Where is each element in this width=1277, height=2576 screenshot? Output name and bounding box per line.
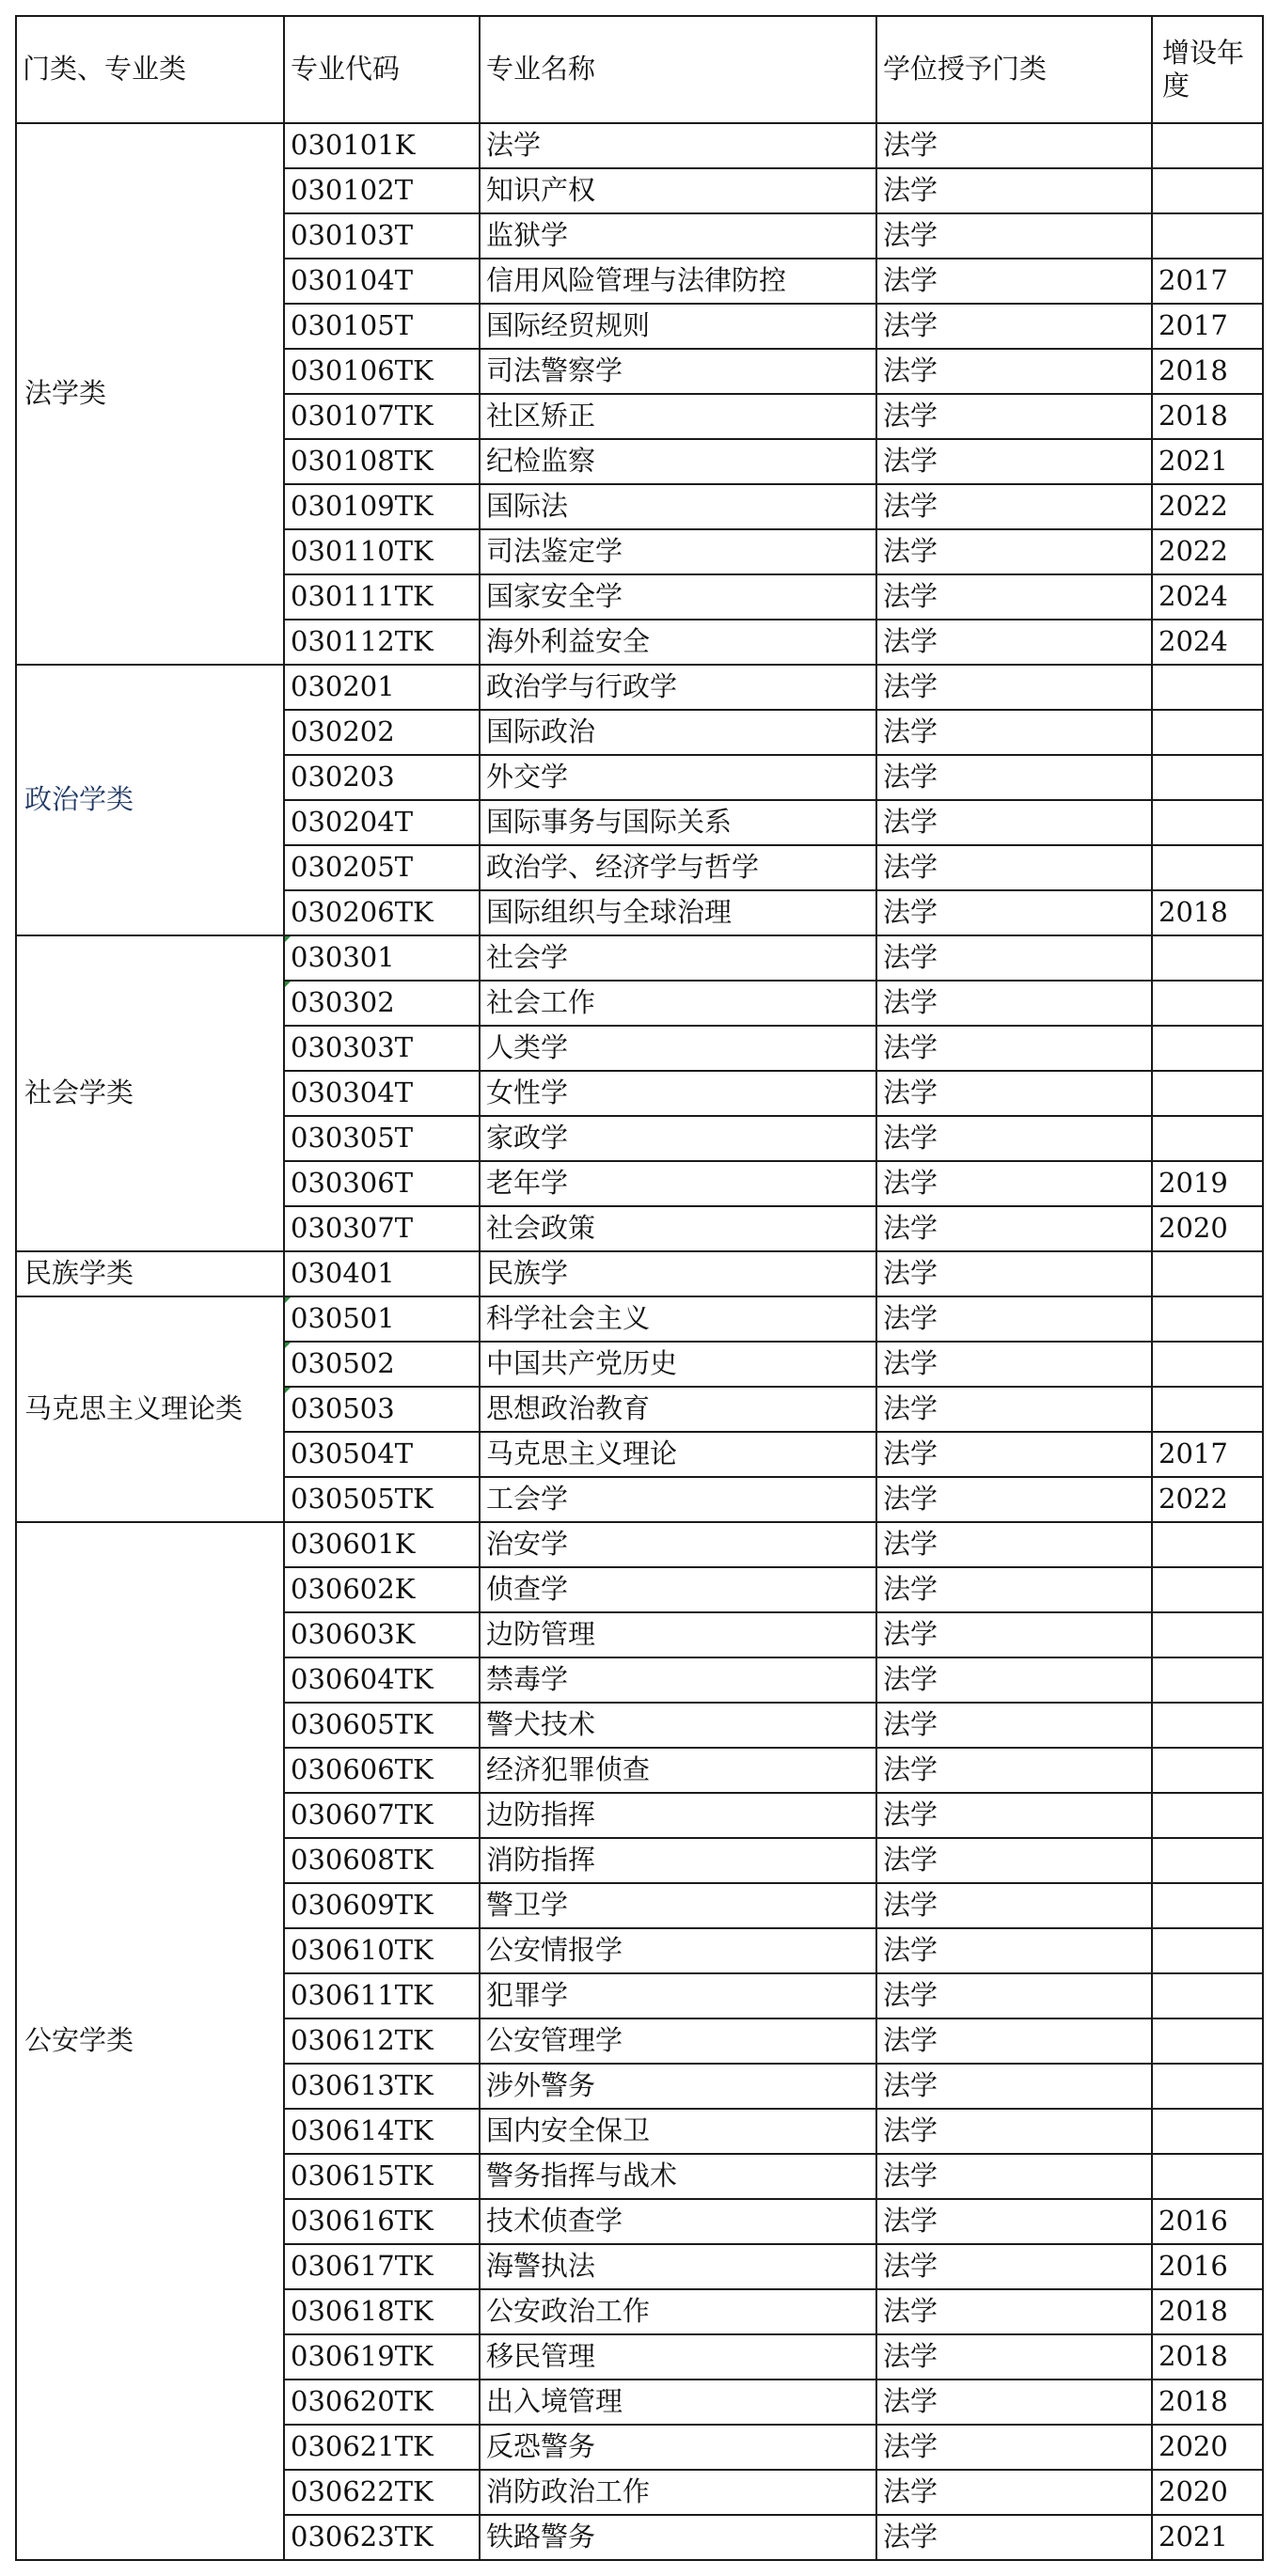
degree-cell: 法学 <box>876 755 1152 800</box>
degree-cell: 法学 <box>876 1838 1152 1883</box>
year-cell <box>1152 1251 1263 1296</box>
year-cell <box>1152 935 1263 981</box>
year-cell <box>1152 213 1263 259</box>
degree-cell: 法学 <box>876 1251 1152 1296</box>
year-cell: 2020 <box>1152 2470 1263 2515</box>
degree-cell: 法学 <box>876 2018 1152 2064</box>
year-cell: 2017 <box>1152 1432 1263 1477</box>
name-cell: 边防指挥 <box>480 1793 876 1838</box>
degree-cell: 法学 <box>876 439 1152 484</box>
year-cell: 2019 <box>1152 1161 1263 1206</box>
header-category: 门类、专业类 <box>16 16 284 123</box>
code-cell: 030306T <box>284 1161 480 1206</box>
degree-cell: 法学 <box>876 2515 1152 2560</box>
name-cell: 公安管理学 <box>480 2018 876 2064</box>
year-cell <box>1152 1793 1263 1838</box>
name-cell: 国际经贸规则 <box>480 304 876 349</box>
category-cell: 政治学类 <box>16 665 284 935</box>
degree-cell: 法学 <box>876 620 1152 665</box>
code-cell: 030608TK <box>284 1838 480 1883</box>
year-cell <box>1152 2064 1263 2109</box>
degree-cell: 法学 <box>876 2199 1152 2244</box>
name-cell: 公安情报学 <box>480 1928 876 1973</box>
name-cell: 消防指挥 <box>480 1838 876 1883</box>
name-cell: 禁毒学 <box>480 1657 876 1703</box>
name-cell: 经济犯罪侦查 <box>480 1748 876 1793</box>
name-cell: 社会政策 <box>480 1206 876 1251</box>
year-cell <box>1152 800 1263 845</box>
year-cell <box>1152 845 1263 890</box>
table-row <box>16 665 1263 710</box>
degree-cell: 法学 <box>876 1071 1152 1116</box>
degree-cell: 法学 <box>876 800 1152 845</box>
name-cell: 国内安全保卫 <box>480 2109 876 2154</box>
code-cell: 030620TK <box>284 2380 480 2425</box>
name-cell: 社会工作 <box>480 981 876 1026</box>
year-cell <box>1152 755 1263 800</box>
code-cell: 030613TK <box>284 2064 480 2109</box>
code-cell: 030203 <box>284 755 480 800</box>
name-cell: 法学 <box>480 123 876 168</box>
year-cell: 2018 <box>1152 349 1263 394</box>
degree-cell: 法学 <box>876 2154 1152 2199</box>
header-year: 增设年度 <box>1152 16 1263 123</box>
year-cell: 2024 <box>1152 574 1263 620</box>
name-cell: 民族学 <box>480 1251 876 1296</box>
year-cell: 2018 <box>1152 890 1263 935</box>
code-cell: 030201 <box>284 665 480 710</box>
year-cell <box>1152 1703 1263 1748</box>
degree-cell: 法学 <box>876 1206 1152 1251</box>
degree-cell: 法学 <box>876 574 1152 620</box>
degree-cell: 法学 <box>876 1387 1152 1432</box>
header-name: 专业名称 <box>480 16 876 123</box>
code-cell: 030611TK <box>284 1973 480 2018</box>
degree-cell: 法学 <box>876 1432 1152 1477</box>
code-cell: 030610TK <box>284 1928 480 1973</box>
name-cell: 海警执法 <box>480 2244 876 2289</box>
code-cell: 030615TK <box>284 2154 480 2199</box>
degree-cell: 法学 <box>876 394 1152 439</box>
name-cell: 警卫学 <box>480 1883 876 1928</box>
name-cell: 社会学 <box>480 935 876 981</box>
degree-cell: 法学 <box>876 1026 1152 1071</box>
table-row <box>16 1522 1263 1567</box>
header-row <box>16 16 1263 123</box>
code-cell: 030619TK <box>284 2334 480 2380</box>
code-cell: 030110TK <box>284 529 480 574</box>
year-cell: 2021 <box>1152 439 1263 484</box>
year-cell: 2022 <box>1152 484 1263 529</box>
name-cell: 反恐警务 <box>480 2425 876 2470</box>
category-cell: 马克思主义理论类 <box>16 1296 284 1522</box>
code-cell: 030108TK <box>284 439 480 484</box>
year-cell <box>1152 2109 1263 2154</box>
year-cell: 2018 <box>1152 394 1263 439</box>
name-cell: 知识产权 <box>480 168 876 213</box>
degree-cell: 法学 <box>876 2064 1152 2109</box>
degree-cell: 法学 <box>876 484 1152 529</box>
year-cell <box>1152 1928 1263 1973</box>
code-cell: 030104T <box>284 259 480 304</box>
year-cell <box>1152 1973 1263 2018</box>
name-cell: 女性学 <box>480 1071 876 1116</box>
code-cell: 030504T <box>284 1432 480 1477</box>
degree-cell: 法学 <box>876 1793 1152 1838</box>
name-cell: 警犬技术 <box>480 1703 876 1748</box>
table-row <box>16 1251 1263 1296</box>
code-cell: 030601K <box>284 1522 480 1567</box>
degree-cell: 法学 <box>876 2470 1152 2515</box>
name-cell: 政治学与行政学 <box>480 665 876 710</box>
degree-cell: 法学 <box>876 1928 1152 1973</box>
category-cell: 社会学类 <box>16 935 284 1251</box>
code-cell: 030501 <box>284 1296 480 1342</box>
year-cell <box>1152 1883 1263 1928</box>
name-cell: 司法警察学 <box>480 349 876 394</box>
code-cell: 030621TK <box>284 2425 480 2470</box>
category-cell: 公安学类 <box>16 1522 284 2560</box>
name-cell: 人类学 <box>480 1026 876 1071</box>
year-cell <box>1152 2018 1263 2064</box>
year-cell: 2020 <box>1152 1206 1263 1251</box>
name-cell: 出入境管理 <box>480 2380 876 2425</box>
degree-cell: 法学 <box>876 890 1152 935</box>
year-cell: 2018 <box>1152 2289 1263 2334</box>
year-cell <box>1152 1567 1263 1612</box>
name-cell: 边防管理 <box>480 1612 876 1657</box>
code-cell: 030617TK <box>284 2244 480 2289</box>
degree-cell: 法学 <box>876 1973 1152 2018</box>
degree-cell: 法学 <box>876 935 1152 981</box>
degree-cell: 法学 <box>876 2334 1152 2380</box>
degree-cell: 法学 <box>876 1342 1152 1387</box>
code-cell: 030614TK <box>284 2109 480 2154</box>
name-cell: 科学社会主义 <box>480 1296 876 1342</box>
degree-cell: 法学 <box>876 1748 1152 1793</box>
code-cell: 030502 <box>284 1342 480 1387</box>
code-cell: 030604TK <box>284 1657 480 1703</box>
degree-cell: 法学 <box>876 1883 1152 1928</box>
degree-cell: 法学 <box>876 1567 1152 1612</box>
code-cell: 030109TK <box>284 484 480 529</box>
degree-cell: 法学 <box>876 529 1152 574</box>
year-cell <box>1152 981 1263 1026</box>
year-cell: 2024 <box>1152 620 1263 665</box>
year-cell: 2016 <box>1152 2244 1263 2289</box>
degree-cell: 法学 <box>876 123 1152 168</box>
name-cell: 思想政治教育 <box>480 1387 876 1432</box>
degree-cell: 法学 <box>876 304 1152 349</box>
degree-cell: 法学 <box>876 710 1152 755</box>
name-cell: 中国共产党历史 <box>480 1342 876 1387</box>
code-cell: 030401 <box>284 1251 480 1296</box>
name-cell: 侦查学 <box>480 1567 876 1612</box>
name-cell: 消防政治工作 <box>480 2470 876 2515</box>
name-cell: 警务指挥与战术 <box>480 2154 876 2199</box>
degree-cell: 法学 <box>876 2109 1152 2154</box>
year-cell <box>1152 1116 1263 1161</box>
degree-cell: 法学 <box>876 213 1152 259</box>
year-cell: 2016 <box>1152 2199 1263 2244</box>
code-cell: 030304T <box>284 1071 480 1116</box>
year-cell <box>1152 168 1263 213</box>
code-cell: 030106TK <box>284 349 480 394</box>
degree-cell: 法学 <box>876 1703 1152 1748</box>
year-cell <box>1152 1838 1263 1883</box>
degree-cell: 法学 <box>876 1161 1152 1206</box>
name-cell: 工会学 <box>480 1477 876 1522</box>
name-cell: 国际事务与国际关系 <box>480 800 876 845</box>
year-cell <box>1152 665 1263 710</box>
name-cell: 马克思主义理论 <box>480 1432 876 1477</box>
code-cell: 030603K <box>284 1612 480 1657</box>
table-row <box>16 123 1263 168</box>
degree-cell: 法学 <box>876 2244 1152 2289</box>
year-cell: 2022 <box>1152 529 1263 574</box>
year-cell <box>1152 1748 1263 1793</box>
degree-cell: 法学 <box>876 168 1152 213</box>
degree-cell: 法学 <box>876 1477 1152 1522</box>
table-row <box>16 935 1263 981</box>
degree-cell: 法学 <box>876 981 1152 1026</box>
year-cell <box>1152 123 1263 168</box>
name-cell: 纪检监察 <box>480 439 876 484</box>
year-cell <box>1152 1071 1263 1116</box>
code-cell: 030605TK <box>284 1703 480 1748</box>
year-cell <box>1152 2154 1263 2199</box>
code-cell: 030105T <box>284 304 480 349</box>
name-cell: 技术侦查学 <box>480 2199 876 2244</box>
name-cell: 政治学、经济学与哲学 <box>480 845 876 890</box>
code-cell: 030205T <box>284 845 480 890</box>
degree-cell: 法学 <box>876 1296 1152 1342</box>
year-cell <box>1152 1657 1263 1703</box>
code-cell: 030612TK <box>284 2018 480 2064</box>
table-row <box>16 1296 1263 1342</box>
name-cell: 监狱学 <box>480 213 876 259</box>
name-cell: 涉外警务 <box>480 2064 876 2109</box>
degree-cell: 法学 <box>876 349 1152 394</box>
degree-cell: 法学 <box>876 1612 1152 1657</box>
name-cell: 犯罪学 <box>480 1973 876 2018</box>
major-catalog-table <box>15 15 1264 2561</box>
year-cell: 2022 <box>1152 1477 1263 1522</box>
name-cell: 铁路警务 <box>480 2515 876 2560</box>
code-cell: 030609TK <box>284 1883 480 1928</box>
name-cell: 国际政治 <box>480 710 876 755</box>
category-cell: 民族学类 <box>16 1251 284 1296</box>
name-cell: 国际法 <box>480 484 876 529</box>
year-cell <box>1152 1522 1263 1567</box>
year-cell: 2018 <box>1152 2380 1263 2425</box>
name-cell: 信用风险管理与法律防控 <box>480 259 876 304</box>
name-cell: 国家安全学 <box>480 574 876 620</box>
degree-cell: 法学 <box>876 665 1152 710</box>
code-cell: 030202 <box>284 710 480 755</box>
name-cell: 国际组织与全球治理 <box>480 890 876 935</box>
name-cell: 老年学 <box>480 1161 876 1206</box>
degree-cell: 法学 <box>876 2425 1152 2470</box>
year-cell <box>1152 1026 1263 1071</box>
degree-cell: 法学 <box>876 2289 1152 2334</box>
code-cell: 030622TK <box>284 2470 480 2515</box>
code-cell: 030102T <box>284 168 480 213</box>
header-code: 专业代码 <box>284 16 480 123</box>
year-cell: 2020 <box>1152 2425 1263 2470</box>
code-cell: 030307T <box>284 1206 480 1251</box>
code-cell: 030606TK <box>284 1748 480 1793</box>
code-cell: 030602K <box>284 1567 480 1612</box>
degree-cell: 法学 <box>876 1522 1152 1567</box>
name-cell: 治安学 <box>480 1522 876 1567</box>
code-cell: 030107TK <box>284 394 480 439</box>
year-cell <box>1152 1387 1263 1432</box>
code-cell: 030607TK <box>284 1793 480 1838</box>
year-cell <box>1152 1296 1263 1342</box>
code-cell: 030204T <box>284 800 480 845</box>
code-cell: 030503 <box>284 1387 480 1432</box>
code-cell: 030623TK <box>284 2515 480 2560</box>
code-cell: 030301 <box>284 935 480 981</box>
name-cell: 外交学 <box>480 755 876 800</box>
year-cell <box>1152 1342 1263 1387</box>
year-cell <box>1152 710 1263 755</box>
code-cell: 030303T <box>284 1026 480 1071</box>
name-cell: 公安政治工作 <box>480 2289 876 2334</box>
code-cell: 030112TK <box>284 620 480 665</box>
year-cell: 2017 <box>1152 259 1263 304</box>
name-cell: 家政学 <box>480 1116 876 1161</box>
code-cell: 030618TK <box>284 2289 480 2334</box>
year-cell: 2017 <box>1152 304 1263 349</box>
code-cell: 030302 <box>284 981 480 1026</box>
code-cell: 030206TK <box>284 890 480 935</box>
degree-cell: 法学 <box>876 1657 1152 1703</box>
category-cell: 法学类 <box>16 123 284 665</box>
year-cell <box>1152 1612 1263 1657</box>
year-cell: 2018 <box>1152 2334 1263 2380</box>
name-cell: 社区矫正 <box>480 394 876 439</box>
code-cell: 030111TK <box>284 574 480 620</box>
name-cell: 海外利益安全 <box>480 620 876 665</box>
degree-cell: 法学 <box>876 1116 1152 1161</box>
header-degree: 学位授予门类 <box>876 16 1152 123</box>
degree-cell: 法学 <box>876 845 1152 890</box>
degree-cell: 法学 <box>876 2380 1152 2425</box>
code-cell: 030101K <box>284 123 480 168</box>
degree-cell: 法学 <box>876 259 1152 304</box>
name-cell: 移民管理 <box>480 2334 876 2380</box>
code-cell: 030616TK <box>284 2199 480 2244</box>
year-cell: 2021 <box>1152 2515 1263 2560</box>
name-cell: 司法鉴定学 <box>480 529 876 574</box>
code-cell: 030103T <box>284 213 480 259</box>
code-cell: 030305T <box>284 1116 480 1161</box>
code-cell: 030505TK <box>284 1477 480 1522</box>
